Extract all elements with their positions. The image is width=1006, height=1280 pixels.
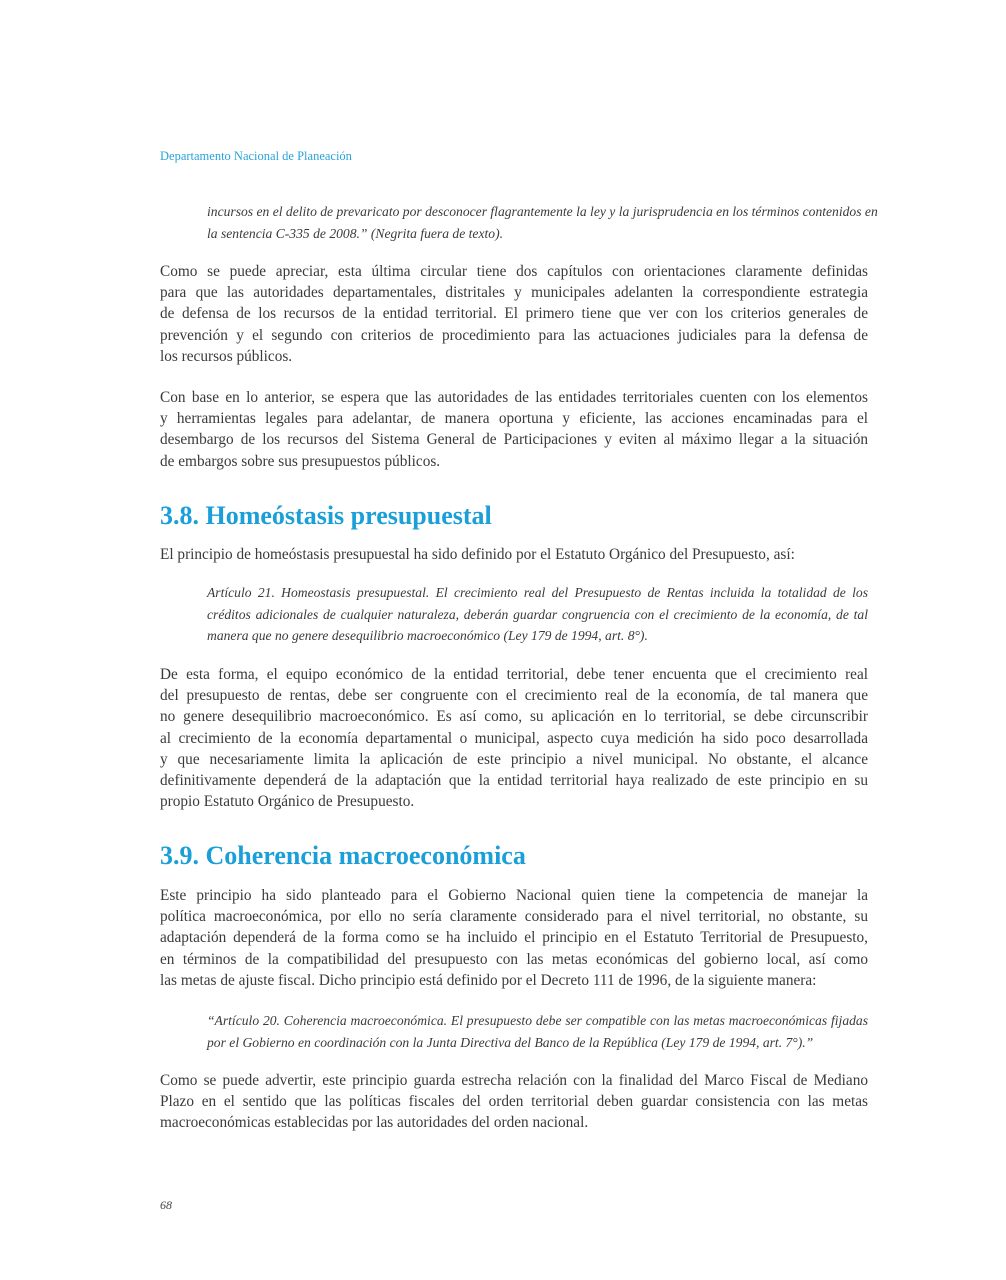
paragraph [160, 544, 868, 565]
paragraph [160, 885, 868, 991]
text-line: manera que no genere desequilibrio macroeconómico (Ley 179 de 1994, art. 8°). [207, 628, 648, 643]
text-line: los recursos públicos. [160, 347, 293, 365]
text-line: De esta forma, el equipo económico de la entidad territorial, debe tener encuenta que el crecimiento real [160, 666, 868, 683]
text-line: de defensa de los recursos de la entidad territorial. El primero tiene que ver con los criterios generales de [160, 305, 868, 323]
text-line: y que necesariamente limita la aplicación de este principio a nivel municipal. No obstante, el alcance [160, 750, 868, 768]
text-line: la sentencia C-335 de 2008.” (Negrita fuera de texto). [207, 225, 503, 241]
paragraph [160, 1070, 868, 1134]
text-line: adaptación dependerá de la forma como se ha incluido el principio en el Estatuto Territorial de Presupuesto, [160, 929, 868, 947]
text-line: las metas de ajuste fiscal. Dicho principio está definido por el Decreto 111 de 1996, de la siguiente manera: [160, 971, 817, 989]
text-line: Este principio ha sido planteado para el Gobierno Nacional quien tiene la competencia de manejar la [160, 887, 868, 904]
text-line: definitivamente dependerá de la adaptación que la entidad territorial haya realizado de este principio en su [160, 772, 868, 790]
text-line: por el Gobierno en coordinación con la Junta Directiva del Banco de la República (Ley 179 de 1994, art. 7°).” [207, 1034, 814, 1050]
section-heading-3-8: 3.8. Homeóstasis presupuestal [160, 501, 492, 530]
text-line: no genere desequilibrio macroeconómico. Es así como, su aplicación en lo territorial, se debe circunscribir [160, 708, 868, 726]
text-line: Como se puede advertir, este principio guarda estrecha relación con la finalidad del Marco Fiscal de Mediano [160, 1072, 868, 1089]
text-line: de embargos sobre sus presupuestos públicos. [160, 452, 441, 470]
text-line: desembargo de los recursos del Sistema General de Participaciones y eviten al máximo llegar a la situación [160, 431, 868, 449]
text-line: Artículo 21. Homeostasis presupuestal. El crecimiento real del Presupuesto de Rentas incluida la totalidad de los [207, 585, 868, 600]
text-line: política macroeconómica, por ello no sería claramente considerado para el nivel territorial, no obstante, su [160, 908, 868, 926]
text-line: El principio de homeóstasis presupuestal ha sido definido por el Estatuto Orgánico del Presupuesto, así: [160, 546, 795, 563]
quote-block [207, 201, 878, 244]
text-line: y herramientas legales para adelantar, de manera oportuna y eficiente, las acciones encaminadas para el [160, 410, 868, 428]
text-line: en términos de la compatibilidad del presupuesto con las metas económicas del gobierno local, así como [160, 950, 868, 968]
text-line: Plazo en el sentido que las políticas fiscales del orden territorial deben guardar consistencia con las metas [160, 1093, 868, 1111]
running-header: Departamento Nacional de Planeación [160, 149, 352, 163]
text-line: al crecimiento de la economía departamental o municipal, aspecto cuya medición ha sido poco desarrollada [160, 729, 868, 747]
text-line: macroeconómicas establecidas por las autoridades del orden nacional. [160, 1114, 589, 1132]
text-line: incursos en el delito de prevaricato por desconocer flagrantemente la ley y la jurisprudencia en los términos contenidos en [207, 204, 878, 219]
quote-block [207, 1010, 868, 1053]
text-line: créditos adicionales de cualquier naturaleza, deberán guardar congruencia con el crecimiento de la economía, de tal [207, 606, 868, 622]
paragraph [160, 387, 868, 472]
paragraph [160, 261, 868, 367]
text-line: Con base en lo anterior, se espera que las autoridades de las entidades territoriales cuenten con los elementos [160, 389, 868, 406]
paragraph [160, 664, 868, 812]
text-line: “Artículo 20. Coherencia macroeconómica. El presupuesto debe ser compatible con las metas macroeconómicas fijadas [207, 1013, 868, 1028]
page-number: 68 [160, 1198, 172, 1212]
section-heading-3-9: 3.9. Coherencia macroeconómica [160, 841, 526, 870]
quote-block [207, 582, 868, 647]
text-line: Como se puede apreciar, esta última circular tiene dos capítulos con orientaciones claramente definidas [160, 263, 868, 280]
text-line: del presupuesto de rentas, debe ser congruente con el crecimiento real de la economía, de tal manera que [160, 687, 868, 705]
text-line: prevención y el segundo con criterios de procedimiento para las actuaciones judiciales para la defensa de [160, 326, 868, 344]
text-line: para que las autoridades departamentales, distritales y municipales adelanten la correspondiente estrategia [160, 284, 868, 302]
text-line: propio Estatuto Orgánico de Presupuesto. [160, 793, 415, 811]
